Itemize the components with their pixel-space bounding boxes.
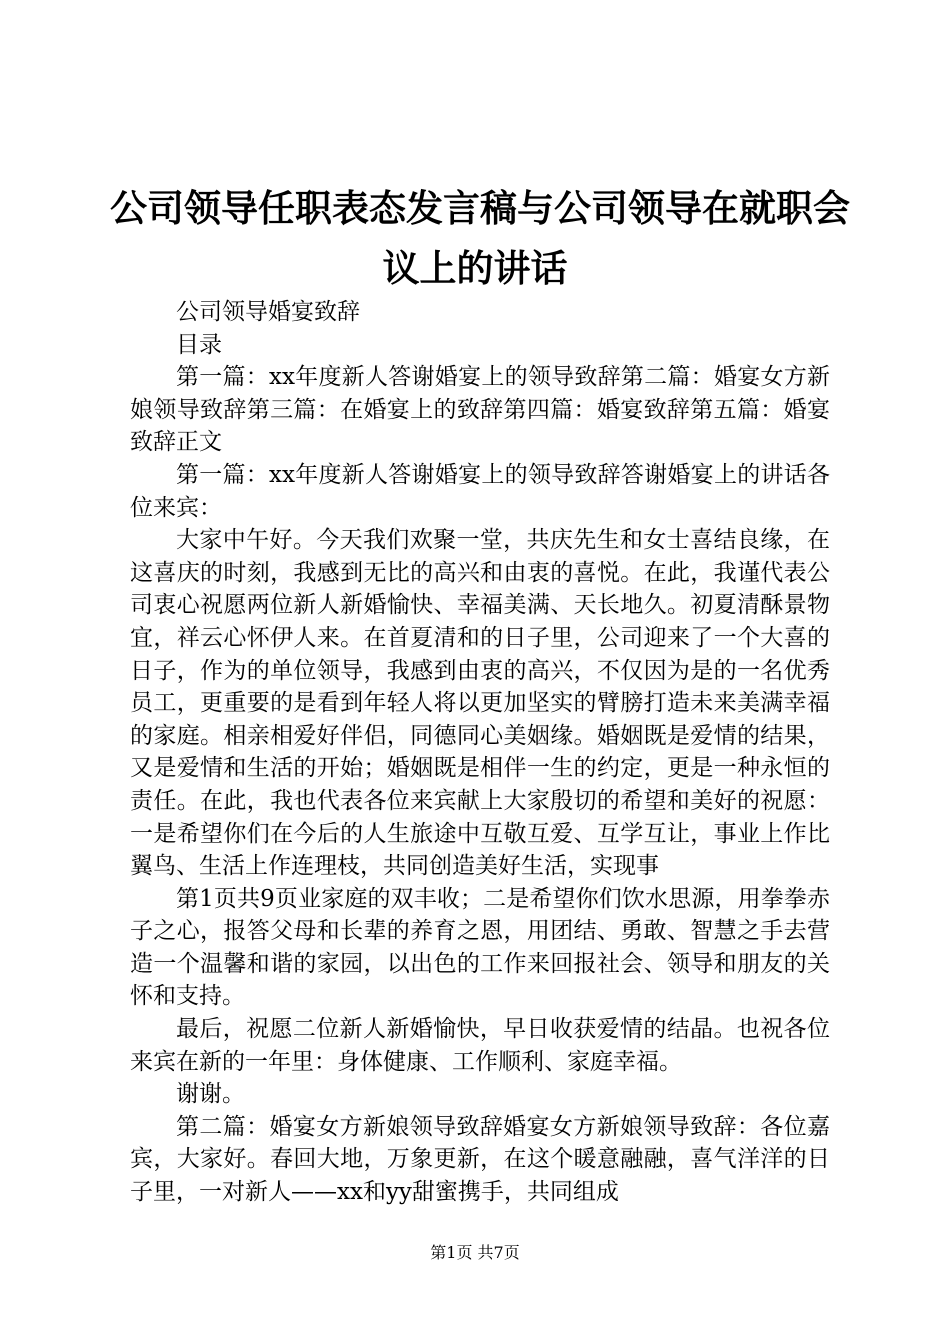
page-footer: 第1页 共7页 <box>430 1243 520 1262</box>
paragraph-chapter-2: 第二篇：婚宴女方新娘领导致辞婚宴女方新娘领导致辞：各位嘉宾，大家好。春回大地，万象更新，在这个暖意融融，喜气洋洋的日子里，一对新人——xx和yy甜蜜携手，共同组成 <box>130 1113 830 1206</box>
document-title-line-2: 议上的讲话 <box>382 246 568 290</box>
paragraph-thanks: 谢谢。 <box>176 1081 245 1108</box>
paragraph-body: 大家中午好。今天我们欢聚一堂，共庆先生和女士喜结良缘，在这喜庆的时刻，我感到无比的高兴和由衷的喜悦。在此，我谨代表公司衷心祝愿两位新人新婚愉快、幸福美满、天长地久。初夏清酥景物宜，祥云心怀伊人来。在首夏清和的日子里，公司迎来了一个大喜的日子，作为的单位领导，我感到由衷的高兴，不仅因为是的一名优秀员工，更重要的是看到年轻人将以更加坚实的臂膀打造未来美满幸福的家庭。相亲相爱好伴侣，同德同心美姻缘。婚姻既是爱情的结果，又是爱情和生活的开始；婚姻既是相伴一生的约定，更是一种永恒的责任。在此，我也代表各位来宾献上大家殷切的希望和美好的祝愿：一是希望你们在今后的人生旅途中互敬互爱、互学互让，事业上作比翼鸟、生活上作连理枝，共同创造美好生活，实现事 <box>130 527 830 880</box>
paragraph-body: 最后，祝愿二位新人新婚愉快，早日收获爱情的结晶。也祝各位来宾在新的一年里：身体健康、工作顺利、家庭幸福。 <box>130 1016 830 1075</box>
document-body <box>130 296 830 1209</box>
paragraph-heading: 公司领导婚宴致辞 <box>176 299 360 325</box>
paragraph-body: 第1页共9页业家庭的双丰收；二是希望你们饮水思源，用拳拳赤子之心，报答父母和长辈的养育之恩，用团结、勇敢、智慧之手去营造一个温馨和谐的家园，以出色的工作来回报社会、领导和朋友的关怀和支持。 <box>130 885 830 1010</box>
paragraph-chapter-1-title: 第一篇：xx年度新人答谢婚宴上的领导致辞答谢婚宴上的讲话各位来宾： <box>130 461 830 521</box>
paragraph-toc-label: 目录 <box>176 331 222 358</box>
document-title-line-1: 公司领导任职表态发言稿与公司领导在就职会 <box>110 186 850 230</box>
paragraph-toc: 第一篇：xx年度新人答谢婚宴上的领导致辞第二篇：婚宴女方新娘领导致辞第三篇：在婚宴上的致辞第四篇：婚宴致辞第五篇：婚宴致辞正文 <box>130 364 830 456</box>
